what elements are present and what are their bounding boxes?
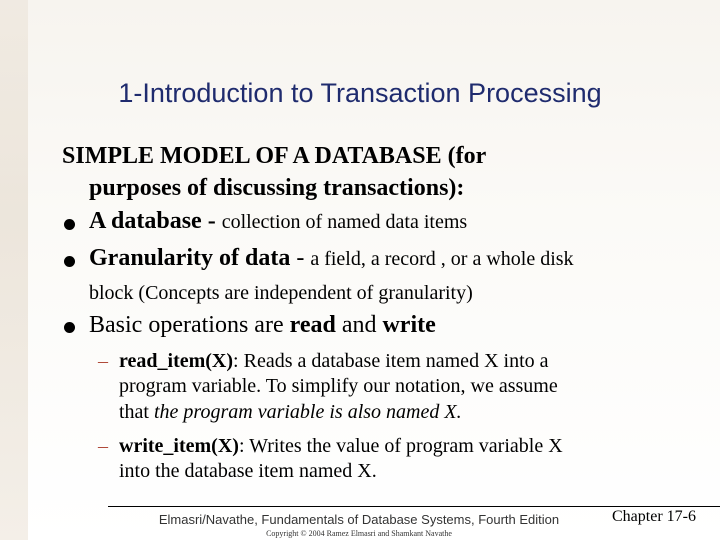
bullet-granularity-text: a field, a record , or a whole disk xyxy=(310,248,574,270)
bullet-basic-operations xyxy=(89,312,436,339)
read-item-term: read_item(X) xyxy=(119,350,234,372)
dash-bullet-icon: – xyxy=(98,350,108,372)
bullet-database-text: collection of named data items xyxy=(221,211,468,233)
write-keyword: write xyxy=(382,312,436,338)
read-item-line-3-prefix: that xyxy=(119,401,154,423)
bullet-granularity xyxy=(89,245,574,272)
footer-copyright: Copyright © 2004 Ramez Elmasri and Shamkant Navathe xyxy=(266,529,452,538)
dash-bullet-icon: – xyxy=(98,435,108,457)
bullet-dot-icon xyxy=(64,256,75,267)
bullet-granularity-separator: - xyxy=(290,245,311,271)
bullet-granularity-term: Granularity of data xyxy=(89,245,291,271)
write-item-line-2: into the database item named X. xyxy=(119,460,377,482)
bullet-database-term: A database xyxy=(89,208,202,234)
read-item-line-3-italic: the program variable is also named X. xyxy=(154,401,462,423)
heading-line-1: SIMPLE MODEL OF A DATABASE (for xyxy=(62,143,487,169)
write-item-term: write_item(X) xyxy=(119,435,239,457)
sub-bullet-write-item xyxy=(119,435,563,458)
read-keyword: read xyxy=(289,312,336,338)
read-item-line-2: program variable. To simplify our notation, we assume xyxy=(119,375,558,397)
read-item-text: : Reads a database item named X into a xyxy=(233,350,549,372)
slide-title: 1-Introduction to Transaction Processing xyxy=(118,78,602,108)
footer-book-citation: Elmasri/Navathe, Fundamentals of Database Systems, Fourth Edition xyxy=(158,512,560,527)
and-text: and xyxy=(335,312,383,338)
heading-line-2: purposes of discussing transactions): xyxy=(89,175,465,201)
footer-divider xyxy=(108,506,720,507)
chapter-label: Chapter 17-6 xyxy=(612,508,696,525)
bullet-database xyxy=(89,208,467,235)
bullet-granularity-continuation: block (Concepts are independent of granularity) xyxy=(89,282,473,304)
read-item-line-3 xyxy=(119,401,462,424)
write-item-text: : Writes the value of program variable X xyxy=(238,435,563,457)
bullet-database-separator: - xyxy=(201,208,222,234)
sub-bullet-read-item xyxy=(119,350,549,373)
bullet-basic-operations-text: Basic operations are xyxy=(89,312,290,338)
bullet-dot-icon xyxy=(64,322,75,333)
bullet-dot-icon xyxy=(64,219,75,230)
